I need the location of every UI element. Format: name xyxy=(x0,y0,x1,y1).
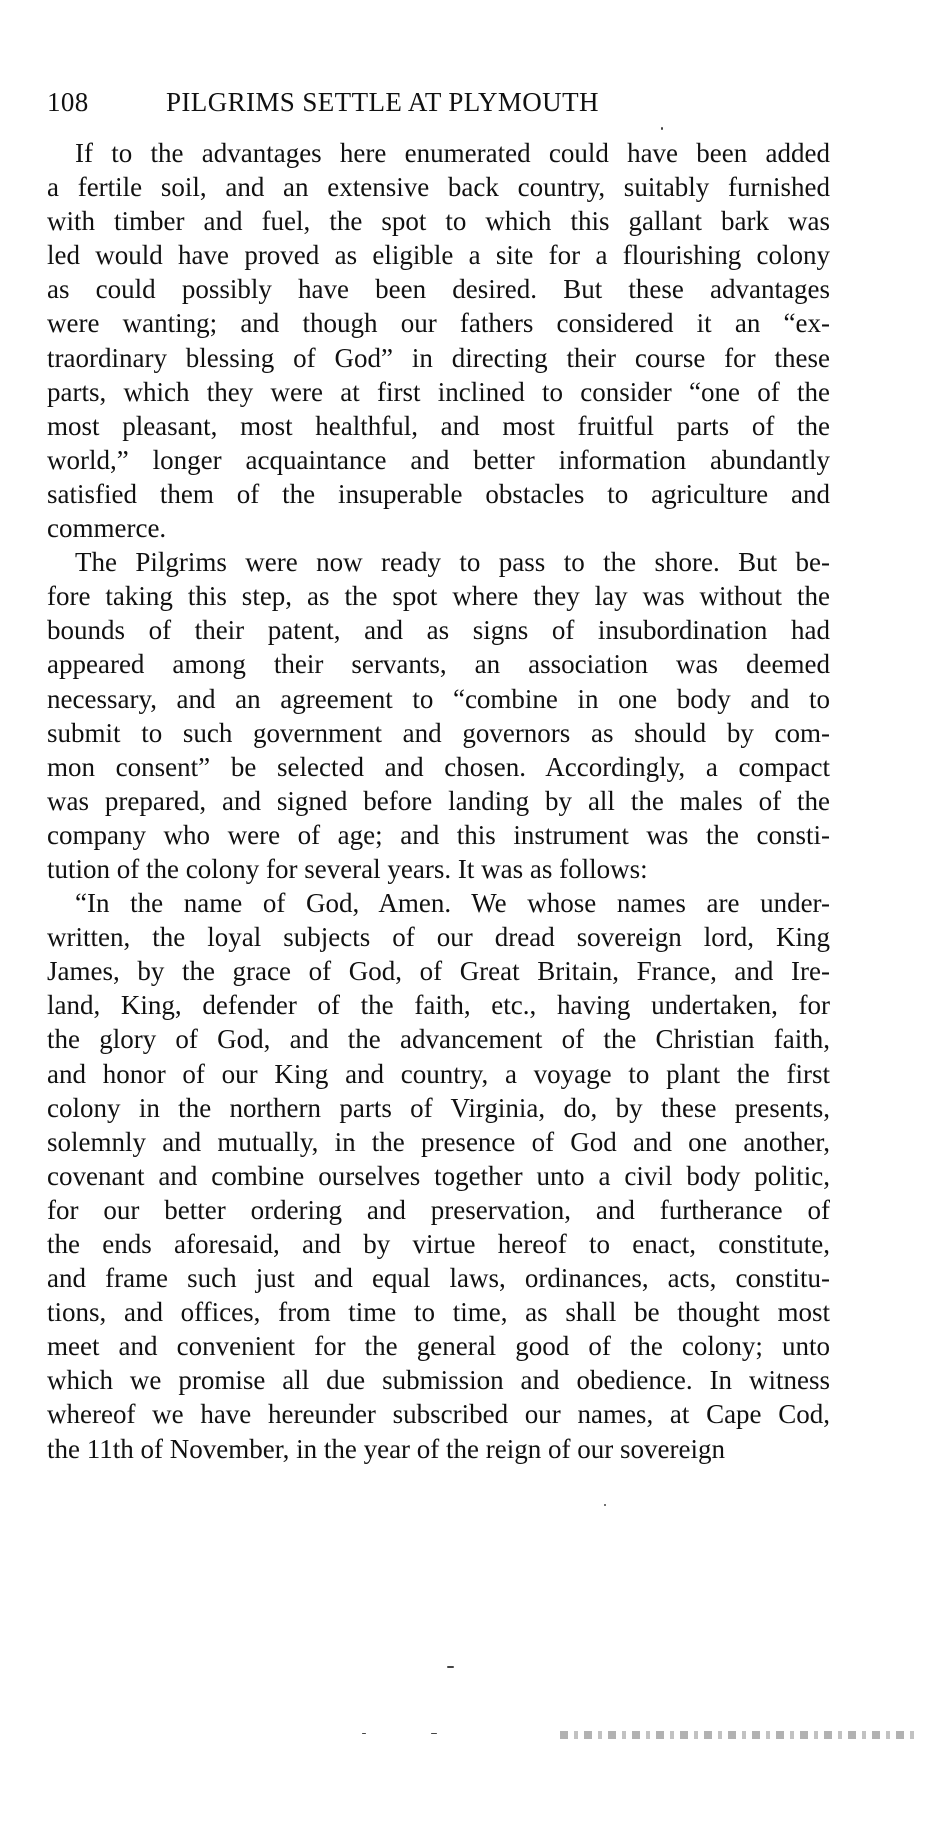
scan-speck xyxy=(447,1666,454,1668)
text-line: which we promise all due submission and obedience. In witness xyxy=(47,1365,830,1396)
scan-speck xyxy=(362,1733,366,1734)
text-line: as could possibly have been desired. But these advantages xyxy=(47,274,830,305)
text-line: and honor of our King and country, a voyage to plant the first xyxy=(47,1058,830,1089)
text-line: the ends aforesaid, and by virtue hereof to enact, constitute, xyxy=(47,1229,830,1259)
text-line: “In the name of God, Amen. We whose names are under- xyxy=(75,888,830,919)
text-line: the glory of God, and the advancement of the Christian faith, xyxy=(47,1024,830,1055)
text-line: traordinary blessing of God” in directing their course for these xyxy=(47,342,830,373)
text-line: necessary, and an agreement to “combine in one body and to xyxy=(47,683,830,714)
text-line: parts, which they were at first inclined to consider “one of the xyxy=(47,376,830,407)
text-line: most pleasant, most healthful, and most fruitful parts of the xyxy=(47,410,830,441)
text-line: for our better ordering and preservation, and furtherance of xyxy=(47,1194,830,1225)
text-line: world,” longer acquaintance and better information abundantly xyxy=(47,444,830,475)
paragraph-2 xyxy=(47,545,830,886)
text-line: If to the advantages here enumerated could have been added xyxy=(75,138,830,168)
running-title: PILGRIMS SETTLE AT PLYMOUTH xyxy=(166,87,599,117)
text-line: The Pilgrims were now ready to pass to the shore. But be- xyxy=(75,547,830,578)
text-line: submit to such government and governors as should by com- xyxy=(47,717,830,748)
text-line: James, by the grace of God, of Great Britain, France, and Ire- xyxy=(47,956,830,987)
text-line: tions, and offices, from time to time, as shall be thought most xyxy=(47,1297,830,1328)
text-line: colony in the northern parts of Virginia, do, by these presents, xyxy=(47,1092,830,1123)
paragraph-3 xyxy=(47,886,830,1466)
running-head xyxy=(47,82,827,122)
text-line: covenant and combine ourselves together unto a civil body politic, xyxy=(47,1160,830,1191)
text-line: commerce. xyxy=(47,513,167,544)
text-line: with timber and fuel, the spot to which this gallant bark was xyxy=(47,206,830,237)
scan-speck xyxy=(431,1733,437,1734)
text-line: tution of the colony for several years. It was as follows: xyxy=(47,853,648,884)
text-line: was prepared, and signed before landing by all the males of the xyxy=(47,785,830,816)
text-line: bounds of their patent, and as signs of insubordination had xyxy=(47,615,830,646)
scan-speck xyxy=(661,127,663,130)
text-line: land, King, defender of the faith, etc., having undertaken, for xyxy=(47,990,830,1021)
body-text xyxy=(47,136,830,1466)
text-line: satisfied them of the insuperable obstacles to agriculture and xyxy=(47,478,830,509)
text-line: a fertile soil, and an extensive back country, suitably furnished xyxy=(47,172,830,203)
text-line: company who were of age; and this instrument was the consti- xyxy=(47,819,830,850)
text-line: fore taking this step, as the spot where they lay was without the xyxy=(47,581,830,612)
text-line: led would have proved as eligible a site for a flourishing colony xyxy=(47,240,830,271)
scan-noise xyxy=(560,1731,915,1739)
text-line: appeared among their servants, an association was deemed xyxy=(47,649,830,680)
text-line: were wanting; and though our fathers considered it an “ex- xyxy=(47,308,830,339)
paragraph-1 xyxy=(47,136,830,545)
text-line: meet and convenient for the general good of the colony; unto xyxy=(47,1331,830,1362)
text-line: mon consent” be selected and chosen. Accordingly, a compact xyxy=(47,751,830,782)
scan-speck xyxy=(604,1504,606,1506)
text-line: the 11th of November, in the year of the reign of our sovereign xyxy=(47,1433,725,1464)
text-line: and frame such just and equal laws, ordinances, acts, constitu- xyxy=(47,1263,830,1294)
text-line: whereof we have hereunder subscribed our names, at Cape Cod, xyxy=(47,1399,830,1430)
page-number: 108 xyxy=(47,87,89,117)
text-line: written, the loyal subjects of our dread sovereign lord, King xyxy=(47,922,830,953)
text-line: solemnly and mutually, in the presence of God and one another, xyxy=(47,1126,830,1157)
